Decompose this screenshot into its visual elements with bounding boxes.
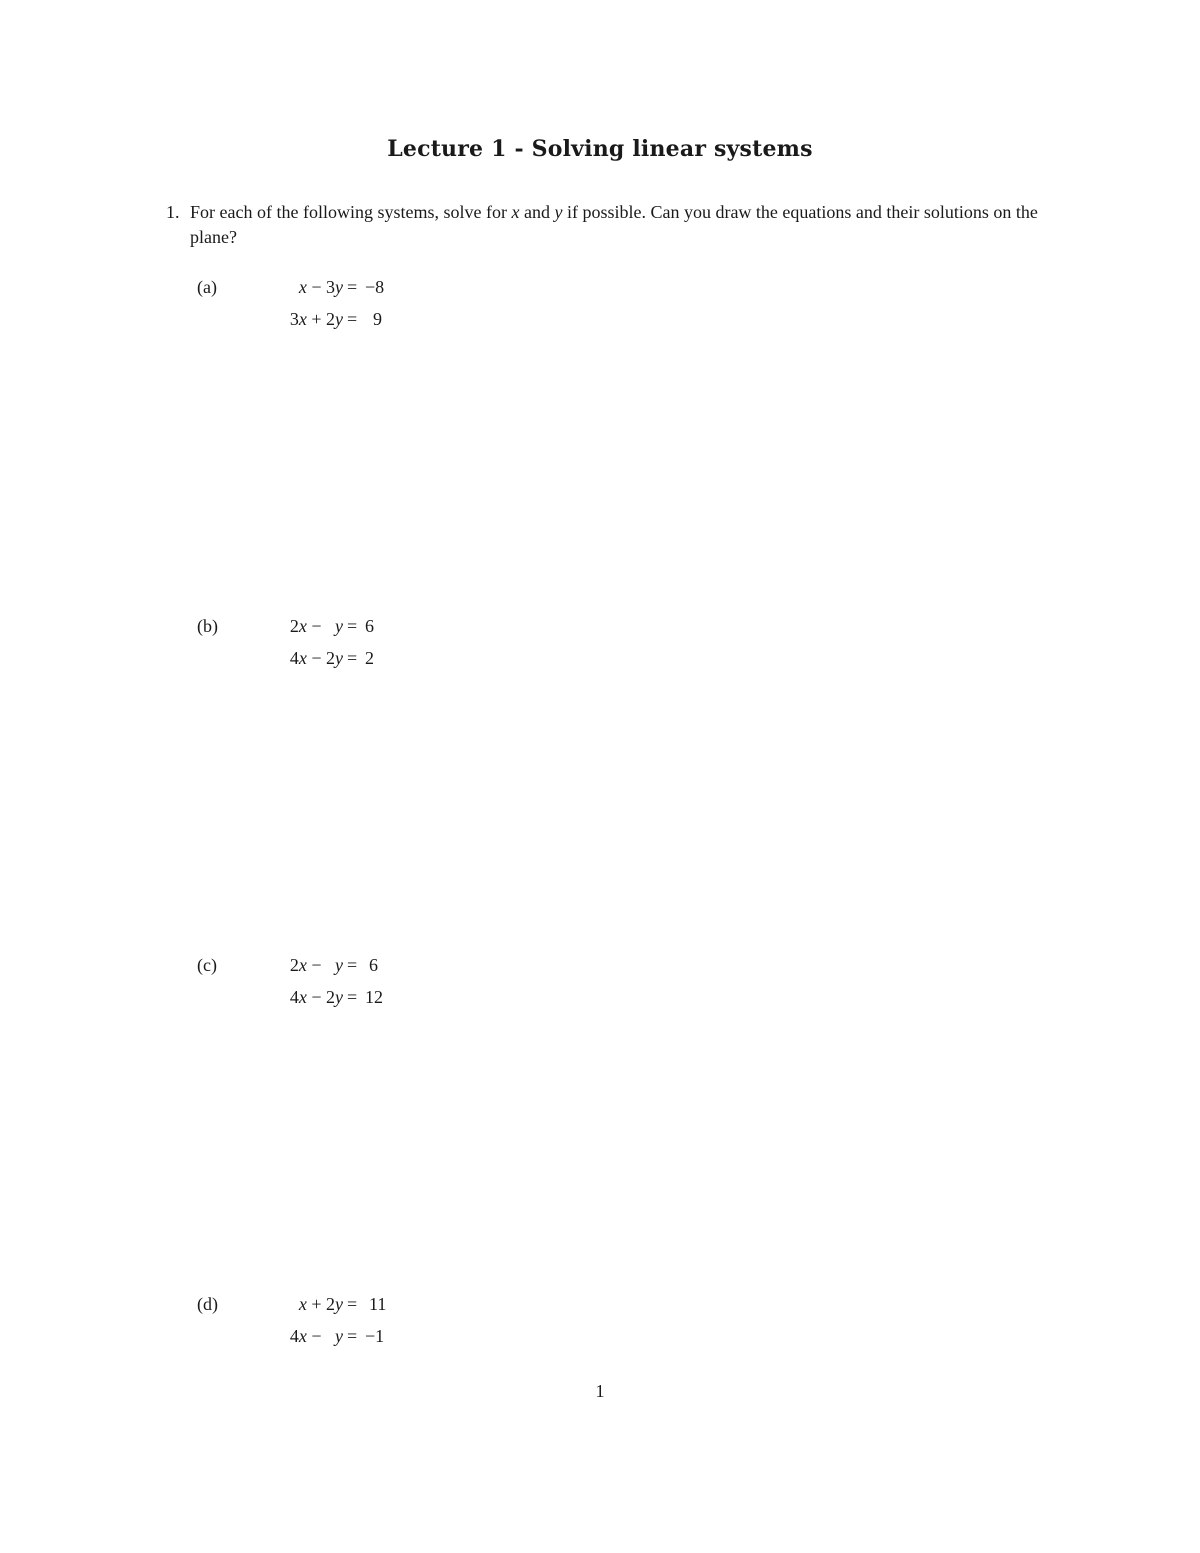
equation [243,955,403,977]
equation-lhs: 4x − 2y [289,987,343,1007]
equation [243,987,403,1009]
equation-rhs: −1 [365,1326,385,1346]
equation-rhs: 6 [369,955,378,975]
equation-lhs: 4x − y [289,1326,343,1346]
equation-lhs: x + 2y [298,1294,343,1314]
equals-sign: = [347,955,358,975]
page-title: Lecture 1 - Solving linear systems [387,136,813,162]
equals-sign: = [347,1326,358,1346]
equation-rhs: 11 [369,1294,387,1314]
part-label: (c) [197,955,217,975]
part-label: (b) [197,616,218,636]
equation-rhs: 2 [365,648,374,668]
equation [243,648,403,670]
equation [243,616,403,638]
equation-rhs: 6 [365,616,374,636]
equation-rhs: 12 [365,987,383,1007]
page-number: 1 [595,1381,605,1401]
equals-sign: = [347,648,358,668]
problem-text-part2: if possible. Can you draw the equations and their solutions on the plane? [190,202,1038,247]
problem-statement [190,200,1066,250]
equation [243,1326,403,1348]
problem-text-part1: For each of the following systems, solve for [190,202,507,222]
equation-lhs: x − 3y [298,277,343,297]
equation-lhs: 2x − y [289,955,343,975]
equals-sign: = [347,309,358,329]
equation-rhs: −8 [365,277,385,297]
equals-sign: = [347,616,358,636]
equation [243,1294,403,1316]
equation-rhs: 9 [373,309,382,329]
equals-sign: = [347,277,358,297]
equation-lhs: 4x − 2y [289,648,343,668]
equation [243,309,403,331]
variable-y: y [554,202,563,222]
part-label: (a) [197,277,217,297]
equation [243,277,403,299]
equation-lhs: 2x − y [289,616,343,636]
equals-sign: = [347,987,358,1007]
problem-number: 1. [166,202,180,222]
equation-lhs: 3x + 2y [289,309,343,329]
problem-text-and: and [523,202,550,222]
equals-sign: = [347,1294,358,1314]
part-label: (d) [197,1294,218,1314]
variable-x: x [511,202,520,222]
